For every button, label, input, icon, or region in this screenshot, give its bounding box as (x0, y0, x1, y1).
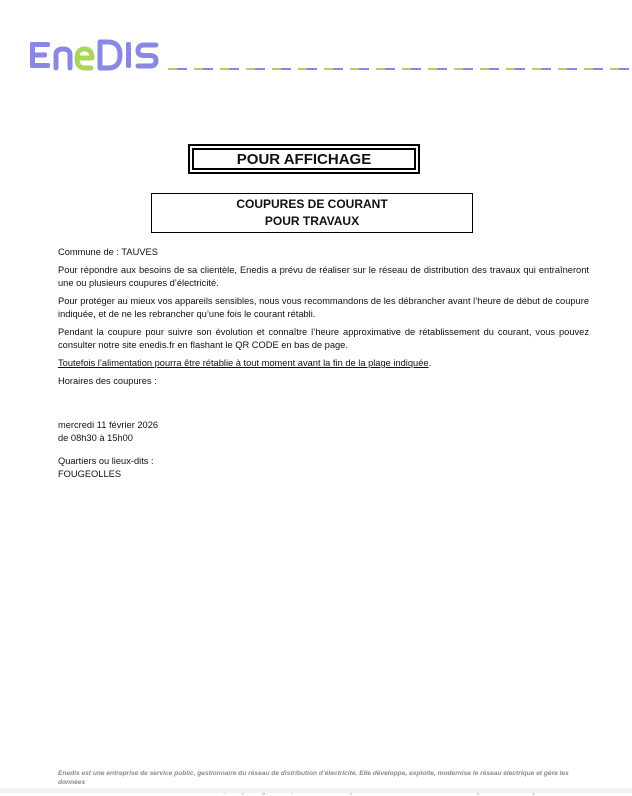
retablissement-end: . (428, 358, 432, 368)
paragraph-appareils: Pour protéger au mieux vos appareils sensibles, nous vous recommandons de les débrancher avant l’heure de début de coupure indiquée, et de ne les rebrancher qu’une fois le courant rétabli. (58, 296, 589, 319)
footer-line-1: Enedis est une entreprise de service public, gestionnaire du réseau de distribution d’électricité. Elle développe, exploite, modernise le réseau électrique et gère les données (58, 770, 569, 786)
horaires-label: Horaires des coupures : (58, 376, 157, 386)
quartier-name: FOUGEOLLES (58, 469, 122, 479)
coupures-title-box (151, 193, 473, 233)
pour-affichage-box (188, 144, 420, 174)
paragraph-retablissement (58, 357, 589, 370)
coupure-date: mercredi 11 février 2026 (58, 420, 159, 430)
coupures-title-line1: COUPURES DE COURANT (236, 197, 388, 211)
paragraph-travaux: Pour répondre aux besoins de sa clientèle, Enedis a prévu de réaliser sur le réseau de distribution des travaux qui entraîneront une ou plusieurs coupures d’électricité. (58, 265, 589, 288)
coupures-title-line2: POUR TRAVAUX (264, 214, 360, 228)
footer-bar (0, 788, 632, 793)
header-dashed-line (168, 68, 630, 70)
coupure-time: de 08h30 à 15h00 (58, 433, 133, 443)
notice-body (58, 246, 589, 481)
paragraph-suivi: Pendant la coupure pour suivre son évolution et connaître l’heure approximative de rétablissement du courant, vous pouvez consulter notre site enedis.fr en flashant le QR CODE en bas de page. (58, 327, 589, 350)
pour-affichage-title: POUR AFFICHAGE (192, 148, 416, 170)
enedis-logo (28, 36, 162, 74)
quartiers-label: Quartiers ou lieux-dits : (58, 456, 154, 466)
commune-line: Commune de : TAUVES (58, 247, 158, 257)
retablissement-underlined: Toutefois l’alimentation pourra être rétablie à tout moment avant la fin de la plage indiquée (58, 358, 429, 368)
